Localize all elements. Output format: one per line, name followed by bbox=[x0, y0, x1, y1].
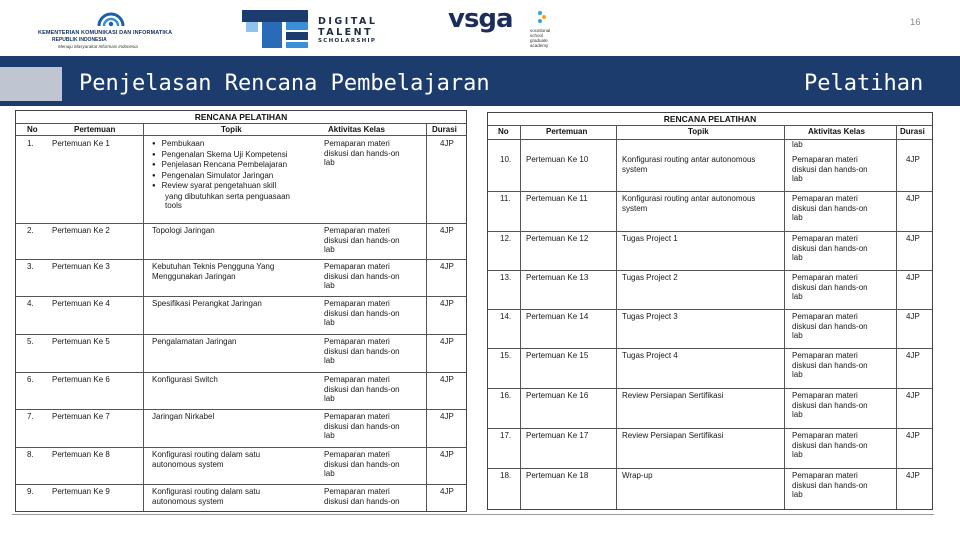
row-pertemuan: Pertemuan Ke 6 bbox=[52, 375, 110, 384]
row-topik bbox=[152, 375, 317, 385]
row-topik bbox=[622, 273, 782, 283]
row-durasi: 4JP bbox=[906, 273, 920, 282]
training-plan-table-left bbox=[15, 110, 467, 512]
row-aktivitas bbox=[792, 194, 868, 223]
dts-word-talent: TALENT bbox=[318, 27, 374, 38]
row-topik bbox=[622, 155, 782, 174]
topik-line: Konfigurasi routing antar autonomous bbox=[622, 155, 756, 164]
topik-line: ● Pengenalan Skema Uji Kompetensi bbox=[152, 150, 317, 161]
aktivitas-line: diskusi dan hands-on bbox=[792, 440, 868, 450]
row-durasi: 4JP bbox=[440, 412, 454, 421]
row-aktivitas bbox=[324, 226, 400, 255]
row-pertemuan: Pertemuan Ke 11 bbox=[526, 194, 588, 203]
row-number: 14. bbox=[500, 312, 512, 321]
row-pertemuan: Pertemuan Ke 1 bbox=[52, 139, 110, 148]
topik-line: Topologi Jaringan bbox=[152, 226, 215, 235]
row-number: 7. bbox=[27, 412, 34, 421]
row-durasi: 4JP bbox=[440, 226, 454, 235]
dts-word-digital: DIGITAL bbox=[318, 16, 378, 27]
row-topik bbox=[622, 234, 782, 244]
column-header-durasi: Durasi bbox=[432, 125, 457, 134]
topik-line: Konfigurasi routing antar autonomous bbox=[622, 194, 756, 203]
aktivitas-line: diskusi dan hands-on bbox=[792, 400, 868, 410]
column-header-aktivitas: Aktivitas Kelas bbox=[328, 125, 385, 134]
topik-line: ● Pembukaan bbox=[152, 139, 317, 150]
digital-talent-logo bbox=[240, 6, 410, 50]
aktivitas-line: lab bbox=[324, 356, 335, 365]
row-number: 4. bbox=[27, 299, 34, 308]
topik-line: Menggunakan Jaringan bbox=[152, 271, 236, 281]
aktivitas-line: lab bbox=[792, 331, 803, 340]
row-aktivitas bbox=[792, 234, 868, 263]
topik-line: Kebutuhan Teknis Pengguna Yang bbox=[152, 262, 275, 271]
aktivitas-line: diskusi dan hands-on bbox=[324, 271, 400, 281]
row-aktivitas bbox=[792, 351, 868, 380]
row-number: 3. bbox=[27, 262, 34, 271]
aktivitas-line: Pemaparan materi bbox=[324, 375, 390, 384]
row-topik bbox=[152, 487, 317, 506]
row-durasi: 4JP bbox=[906, 351, 920, 360]
row-topik bbox=[622, 471, 782, 481]
aktivitas-line: lab bbox=[792, 213, 803, 222]
column-header-durasi: Durasi bbox=[900, 127, 925, 136]
aktivitas-line: lab bbox=[324, 158, 335, 167]
row-divider bbox=[488, 270, 932, 271]
aktivitas-line: Pemaparan materi bbox=[324, 299, 390, 308]
continued-note: lab bbox=[792, 140, 803, 149]
aktivitas-line: Pemaparan materi bbox=[324, 139, 390, 148]
row-durasi: 4JP bbox=[906, 431, 920, 440]
row-pertemuan: Pertemuan Ke 13 bbox=[526, 273, 589, 282]
row-number: 13. bbox=[500, 273, 512, 282]
row-divider bbox=[16, 447, 466, 448]
row-aktivitas bbox=[792, 312, 868, 341]
row-durasi: 4JP bbox=[906, 194, 920, 203]
row-durasi: 4JP bbox=[440, 487, 454, 496]
row-topik bbox=[152, 412, 317, 422]
aktivitas-line: diskusi dan hands-on bbox=[324, 346, 400, 356]
topik-line: ● Penjelasan Rencana Pembelajaran bbox=[152, 160, 317, 171]
topik-line: Review Persiapan Sertifikasi bbox=[622, 431, 724, 440]
row-aktivitas bbox=[324, 375, 400, 404]
row-divider bbox=[16, 409, 466, 410]
column-header-topik: Topik bbox=[688, 127, 709, 136]
topik-line: Tugas Project 1 bbox=[622, 234, 678, 243]
aktivitas-line: Pemaparan materi bbox=[792, 391, 858, 400]
topik-line: Tugas Project 2 bbox=[622, 273, 678, 282]
row-aktivitas bbox=[792, 273, 868, 302]
row-number: 5. bbox=[27, 337, 34, 346]
topik-line: Pengalamatan Jaringan bbox=[152, 337, 237, 346]
row-pertemuan: Pertemuan Ke 7 bbox=[52, 412, 110, 421]
aktivitas-line: diskusi dan hands-on bbox=[792, 480, 868, 490]
aktivitas-line: diskusi dan hands-on bbox=[324, 421, 400, 431]
row-aktivitas bbox=[324, 139, 400, 168]
topik-line: Spesifikasi Perangkat Jaringan bbox=[152, 299, 262, 308]
row-aktivitas bbox=[792, 471, 868, 500]
topik-line: autonomous system bbox=[152, 496, 224, 506]
row-pertemuan: Pertemuan Ke 14 bbox=[526, 312, 589, 321]
table-caption: RENCANA PELATIHAN bbox=[194, 112, 288, 122]
aktivitas-line: Pemaparan materi bbox=[324, 487, 390, 496]
topik-line: Wrap-up bbox=[622, 471, 653, 480]
row-durasi: 4JP bbox=[906, 312, 920, 321]
row-pertemuan: Pertemuan Ke 8 bbox=[52, 450, 110, 459]
row-pertemuan: Pertemuan Ke 17 bbox=[526, 431, 589, 440]
row-topik bbox=[152, 337, 317, 347]
topik-line: yang dibutuhkan serta penguasaan bbox=[165, 191, 290, 201]
row-durasi: 4JP bbox=[440, 337, 454, 346]
row-pertemuan: Pertemuan Ke 16 bbox=[526, 391, 589, 400]
column-header-no: No bbox=[27, 125, 38, 134]
row-number: 11. bbox=[500, 194, 511, 203]
row-aktivitas bbox=[324, 412, 400, 441]
kominfo-country: REPUBLIK INDONESIA bbox=[52, 37, 107, 43]
topik-line: ● Pengenalan Simulator Jaringan bbox=[152, 171, 317, 182]
row-topik bbox=[622, 391, 782, 401]
aktivitas-line: diskusi dan hands-on bbox=[324, 496, 400, 506]
row-aktivitas bbox=[324, 487, 400, 506]
row-pertemuan: Pertemuan Ke 3 bbox=[52, 262, 110, 271]
aktivitas-line: diskusi dan hands-on bbox=[324, 148, 400, 158]
row-durasi: 4JP bbox=[440, 262, 454, 271]
row-aktivitas bbox=[324, 262, 400, 291]
vsga-subtitle: vocational school graduate academy bbox=[530, 28, 551, 48]
aktivitas-line: diskusi dan hands-on bbox=[792, 321, 868, 331]
aktivitas-line: diskusi dan hands-on bbox=[792, 282, 868, 292]
row-divider bbox=[488, 468, 932, 469]
aktivitas-line: diskusi dan hands-on bbox=[324, 384, 400, 394]
topik-line: tools bbox=[165, 201, 182, 210]
aktivitas-line: lab bbox=[324, 431, 335, 440]
kominfo-tagline: Menuju Masyarakat Informasi Indonesia bbox=[58, 44, 138, 49]
topik-line: Tugas Project 4 bbox=[622, 351, 678, 360]
page-number: 16 bbox=[910, 17, 921, 28]
column-header-aktivitas: Aktivitas Kelas bbox=[808, 127, 865, 136]
row-number: 18. bbox=[500, 471, 512, 480]
row-topik bbox=[622, 351, 782, 361]
row-number: 9. bbox=[27, 487, 34, 496]
row-divider bbox=[488, 388, 932, 389]
column-header-no: No bbox=[498, 127, 509, 136]
topik-line: autonomous system bbox=[152, 459, 224, 469]
aktivitas-line: Pemaparan materi bbox=[324, 450, 390, 459]
row-aktivitas bbox=[324, 450, 400, 479]
row-durasi: 4JP bbox=[906, 155, 920, 164]
row-divider bbox=[16, 334, 466, 335]
aktivitas-line: Pemaparan materi bbox=[792, 312, 858, 321]
aktivitas-line: lab bbox=[792, 174, 803, 183]
vsga-logo bbox=[448, 4, 558, 52]
aktivitas-line: diskusi dan hands-on bbox=[324, 308, 400, 318]
topik-line: system bbox=[622, 203, 648, 213]
row-number: 16. bbox=[500, 391, 512, 400]
kominfo-name: KEMENTERIAN KOMUNIKASI DAN INFORMATIKA bbox=[38, 30, 173, 36]
topik-line: Konfigurasi routing dalam satu bbox=[152, 487, 261, 496]
aktivitas-line: lab bbox=[792, 490, 803, 499]
row-durasi: 4JP bbox=[440, 450, 454, 459]
title-accent-block bbox=[0, 67, 62, 101]
aktivitas-line: Pemaparan materi bbox=[792, 194, 858, 203]
topik-line: Jaringan Nirkabel bbox=[152, 412, 215, 421]
row-topik bbox=[152, 226, 317, 236]
row-durasi: 4JP bbox=[906, 471, 920, 480]
row-number: 15. bbox=[500, 351, 512, 360]
dts-word-scholarship: SCHOLARSHIP bbox=[318, 38, 377, 44]
aktivitas-line: lab bbox=[324, 469, 335, 478]
topik-line: Review Persiapan Sertifikasi bbox=[622, 391, 724, 400]
row-durasi: 4JP bbox=[906, 391, 920, 400]
row-pertemuan: Pertemuan Ke 2 bbox=[52, 226, 110, 235]
row-number: 2. bbox=[27, 226, 34, 235]
aktivitas-line: lab bbox=[792, 450, 803, 459]
row-number: 6. bbox=[27, 375, 34, 384]
aktivitas-line: lab bbox=[792, 410, 803, 419]
aktivitas-line: Pemaparan materi bbox=[324, 226, 390, 235]
row-topik bbox=[622, 194, 782, 213]
row-pertemuan: Pertemuan Ke 15 bbox=[526, 351, 589, 360]
row-divider bbox=[16, 296, 466, 297]
row-topik bbox=[152, 450, 317, 469]
kominfo-emblem-icon bbox=[96, 6, 126, 28]
aktivitas-line: lab bbox=[792, 370, 803, 379]
aktivitas-line: lab bbox=[324, 394, 335, 403]
aktivitas-line: Pemaparan materi bbox=[324, 412, 390, 421]
topik-line: system bbox=[622, 164, 648, 174]
aktivitas-line: Pemaparan materi bbox=[792, 471, 858, 480]
aktivitas-line: Pemaparan materi bbox=[792, 155, 858, 164]
row-aktivitas bbox=[792, 155, 868, 184]
row-divider bbox=[488, 348, 932, 349]
column-header-pertemuan: Pertemuan bbox=[74, 125, 116, 134]
aktivitas-line: Pemaparan materi bbox=[792, 351, 858, 360]
topik-line: ● Review syarat pengetahuan skill bbox=[152, 181, 317, 192]
kominfo-logo bbox=[38, 6, 198, 50]
row-pertemuan: Pertemuan Ke 12 bbox=[526, 234, 589, 243]
aktivitas-line: lab bbox=[324, 318, 335, 327]
aktivitas-line: lab bbox=[792, 253, 803, 262]
topik-line: Tugas Project 3 bbox=[622, 312, 678, 321]
training-plan-table-right bbox=[487, 112, 933, 510]
row-aktivitas bbox=[792, 431, 868, 460]
row-divider bbox=[488, 231, 932, 232]
row-durasi: 4JP bbox=[906, 234, 920, 243]
row-topik bbox=[622, 312, 782, 322]
row-pertemuan: Pertemuan Ke 18 bbox=[526, 471, 589, 480]
row-number: 10. bbox=[500, 155, 512, 164]
row-durasi: 4JP bbox=[440, 375, 454, 384]
topik-line: Konfigurasi Switch bbox=[152, 375, 218, 384]
vsga-dots-icon bbox=[537, 10, 547, 24]
row-durasi: 4JP bbox=[440, 299, 454, 308]
aktivitas-line: diskusi dan hands-on bbox=[792, 203, 868, 213]
aktivitas-line: lab bbox=[324, 245, 335, 254]
aktivitas-line: diskusi dan hands-on bbox=[324, 235, 400, 245]
row-divider bbox=[488, 191, 932, 192]
row-divider bbox=[488, 309, 932, 310]
aktivitas-line: lab bbox=[324, 281, 335, 290]
aktivitas-line: Pemaparan materi bbox=[324, 262, 390, 271]
row-pertemuan: Pertemuan Ke 4 bbox=[52, 299, 110, 308]
row-divider bbox=[16, 223, 466, 224]
row-divider bbox=[16, 372, 466, 373]
row-divider bbox=[16, 484, 466, 485]
dts-cube-icon bbox=[240, 6, 312, 50]
row-number: 8. bbox=[27, 450, 34, 459]
aktivitas-line: diskusi dan hands-on bbox=[792, 360, 868, 370]
row-aktivitas bbox=[792, 391, 868, 420]
row-number: 17. bbox=[500, 431, 512, 440]
row-divider bbox=[488, 428, 932, 429]
aktivitas-line: lab bbox=[792, 292, 803, 301]
aktivitas-line: Pemaparan materi bbox=[792, 234, 858, 243]
slide-title-continued: Pelatihan bbox=[804, 71, 924, 96]
aktivitas-line: diskusi dan hands-on bbox=[792, 164, 868, 174]
row-aktivitas bbox=[324, 337, 400, 366]
column-header-pertemuan: Pertemuan bbox=[546, 127, 588, 136]
column-header-topik: Topik bbox=[221, 125, 242, 134]
bottom-rule bbox=[12, 514, 934, 515]
table-caption: RENCANA PELATIHAN bbox=[663, 114, 757, 124]
slide-title: Penjelasan Rencana Pembelajaran bbox=[79, 71, 490, 96]
row-pertemuan: Pertemuan Ke 9 bbox=[52, 487, 110, 496]
aktivitas-line: diskusi dan hands-on bbox=[324, 459, 400, 469]
aktivitas-line: Pemaparan materi bbox=[792, 273, 858, 282]
row-topik bbox=[152, 262, 317, 281]
row-number: 1. bbox=[27, 139, 34, 148]
row-pertemuan: Pertemuan Ke 5 bbox=[52, 337, 110, 346]
aktivitas-line: Pemaparan materi bbox=[324, 337, 390, 346]
row-durasi: 4JP bbox=[440, 139, 454, 148]
topik-line: Konfigurasi routing dalam satu bbox=[152, 450, 261, 459]
aktivitas-line: diskusi dan hands-on bbox=[792, 243, 868, 253]
vsga-wordmark: vsga bbox=[448, 4, 513, 34]
row-divider bbox=[16, 259, 466, 260]
row-number: 12. bbox=[500, 234, 512, 243]
aktivitas-line: Pemaparan materi bbox=[792, 431, 858, 440]
row-aktivitas bbox=[324, 299, 400, 328]
row-topik bbox=[152, 139, 317, 211]
row-topik bbox=[622, 431, 782, 441]
row-topik bbox=[152, 299, 317, 309]
row-pertemuan: Pertemuan Ke 10 bbox=[526, 155, 589, 164]
